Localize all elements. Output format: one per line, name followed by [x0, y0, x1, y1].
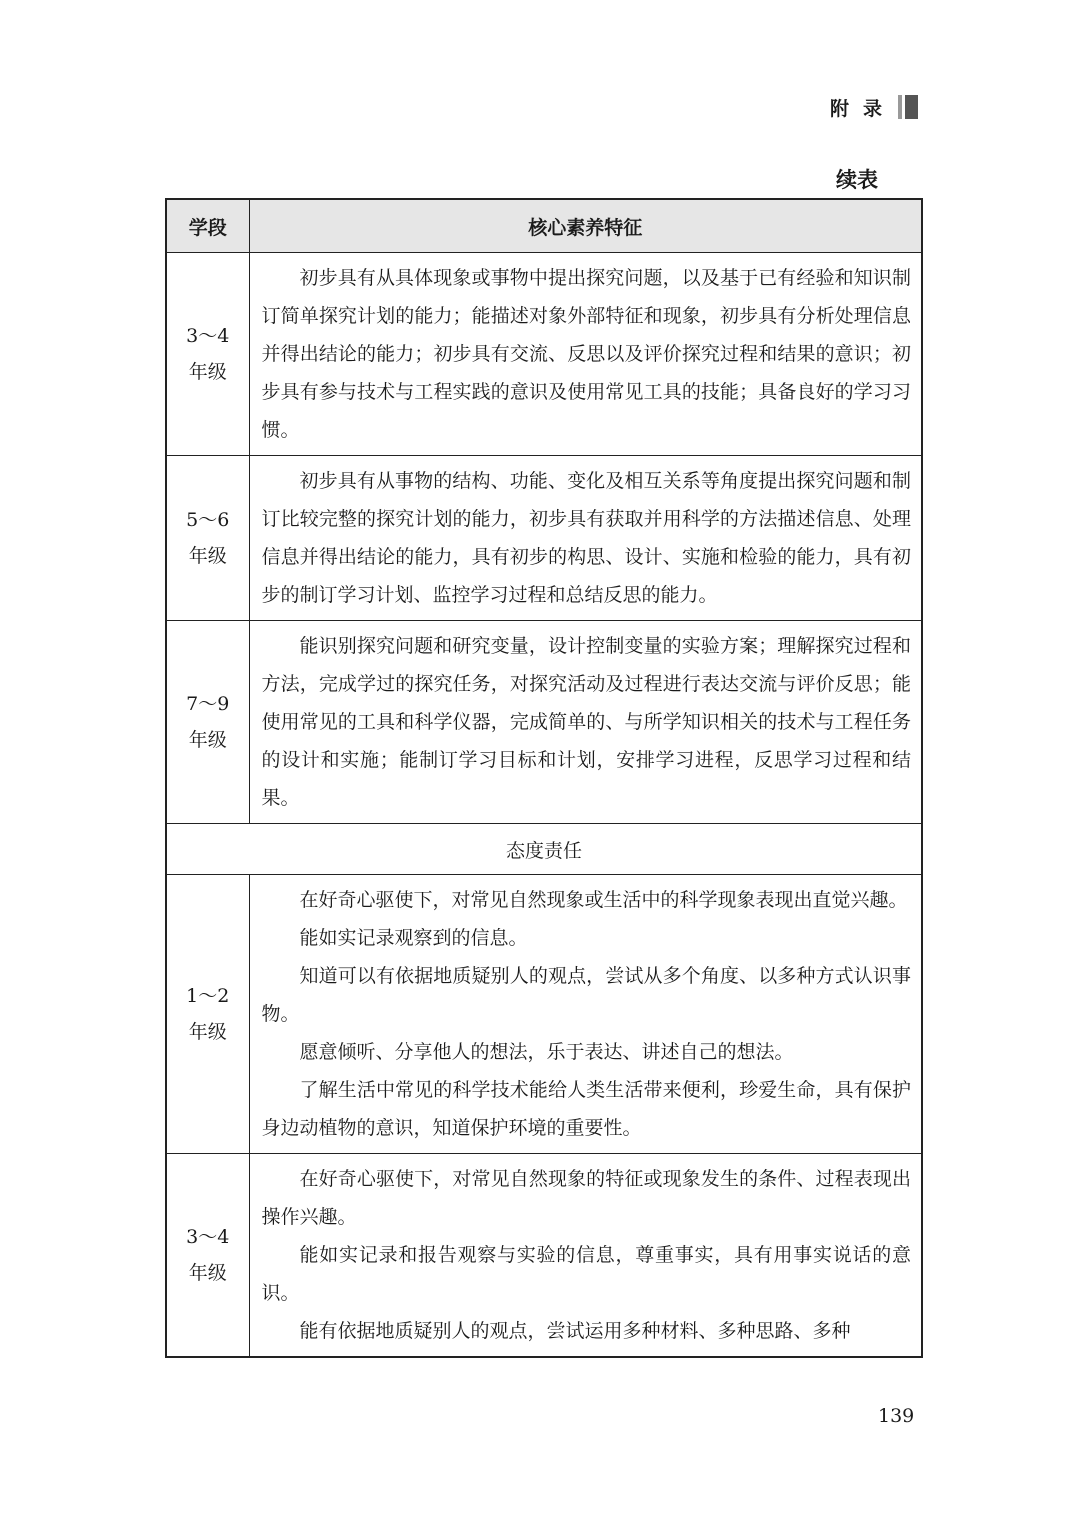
feature-paragraph: 在好奇心驱使下，对常见自然现象的特征或现象发生的条件、过程表现出操作兴趣。	[261, 1168, 911, 1228]
table-row	[166, 456, 922, 621]
running-head-thick-bar	[905, 95, 918, 119]
stage-unit: 年级	[188, 545, 227, 567]
stage-unit: 年级	[188, 729, 227, 751]
header-stage: 学段	[166, 199, 249, 253]
stage-range: 1～2	[186, 985, 230, 1007]
feature-paragraph: 能识别探究问题和研究变量，设计控制变量的实验方案；理解探究过程和方法，完成学过的探究任务，对探究活动及过程进行表达交流与评价反思；能使用常见的工具和科学仪器，完成简单的、与所学知识相关的技术与工程任务的设计和实施；能制订学习目标和计划，安排学习进程，反思学习过程和结果。	[261, 635, 911, 809]
table-header-row	[166, 199, 922, 253]
core-features-cell	[249, 456, 922, 621]
header-core-features: 核心素养特征	[249, 199, 922, 253]
table-body-bottom	[166, 875, 922, 1358]
table-body-top	[166, 253, 922, 824]
table-section	[166, 824, 922, 875]
stage-range: 3～4	[186, 1226, 230, 1248]
stage-range: 7～9	[186, 693, 230, 715]
table-row	[166, 875, 922, 1154]
stage-range: 5～6	[186, 509, 230, 531]
page-number: 139	[878, 1405, 915, 1427]
running-head-bars-icon	[898, 95, 918, 119]
feature-paragraph: 能如实记录和报告观察与实验的信息，尊重事实，具有用事实说话的意识。	[261, 1244, 911, 1304]
core-literacy-table	[165, 198, 923, 1358]
feature-paragraph: 愿意倾听、分享他人的想法，乐于表达、讲述自己的想法。	[299, 1041, 794, 1063]
feature-paragraph: 能有依据地质疑别人的观点，尝试运用多种材料、多种思路、多种	[299, 1320, 851, 1342]
running-head	[830, 92, 918, 122]
stage-cell	[166, 253, 249, 456]
running-head-thin-bar	[898, 95, 902, 119]
table-row	[166, 621, 922, 824]
feature-paragraph: 初步具有从具体现象或事物中提出探究问题，以及基于已有经验和知识制订简单探究计划的能力；能描述对象外部特征和现象，初步具有分析处理信息并得出结论的能力；初步具有交流、反思以及评价探究过程和结果的意识；初步具有参与技术与工程实践的意识及使用常见工具的技能；具备良好的学习习惯。	[261, 267, 911, 441]
stage-unit: 年级	[188, 361, 227, 383]
core-features-cell	[249, 1154, 922, 1358]
feature-paragraph: 了解生活中常见的科学技术能给人类生活带来便利，珍爱生命，具有保护身边动植物的意识，知道保护环境的重要性。	[261, 1079, 911, 1139]
feature-paragraph: 能如实记录观察到的信息。	[299, 927, 528, 949]
core-features-cell	[249, 253, 922, 456]
table-row	[166, 253, 922, 456]
stage-range: 3～4	[186, 325, 230, 347]
core-features-cell	[249, 621, 922, 824]
section-title: 态度责任	[166, 824, 922, 875]
feature-paragraph: 知道可以有依据地质疑别人的观点，尝试从多个角度、以多种方式认识事物。	[261, 965, 911, 1025]
table-row	[166, 1154, 922, 1358]
feature-paragraph: 在好奇心驱使下，对常见自然现象或生活中的科学现象表现出直觉兴趣。	[299, 889, 908, 911]
stage-cell	[166, 1154, 249, 1358]
stage-unit: 年级	[188, 1021, 227, 1043]
section-row	[166, 824, 922, 875]
continued-table-label: 续表	[836, 168, 878, 192]
stage-cell	[166, 621, 249, 824]
feature-paragraph: 初步具有从事物的结构、功能、变化及相互关系等角度提出探究问题和制订比较完整的探究计划的能力，初步具有获取并用科学的方法描述信息、处理信息并得出结论的能力，具有初步的构思、设计、实施和检验的能力，具有初步的制订学习计划、监控学习过程和总结反思的能力。	[261, 470, 911, 606]
stage-cell	[166, 875, 249, 1154]
stage-cell	[166, 456, 249, 621]
stage-unit: 年级	[188, 1262, 227, 1284]
running-head-title: 附录	[830, 97, 897, 120]
core-features-cell	[249, 875, 922, 1154]
